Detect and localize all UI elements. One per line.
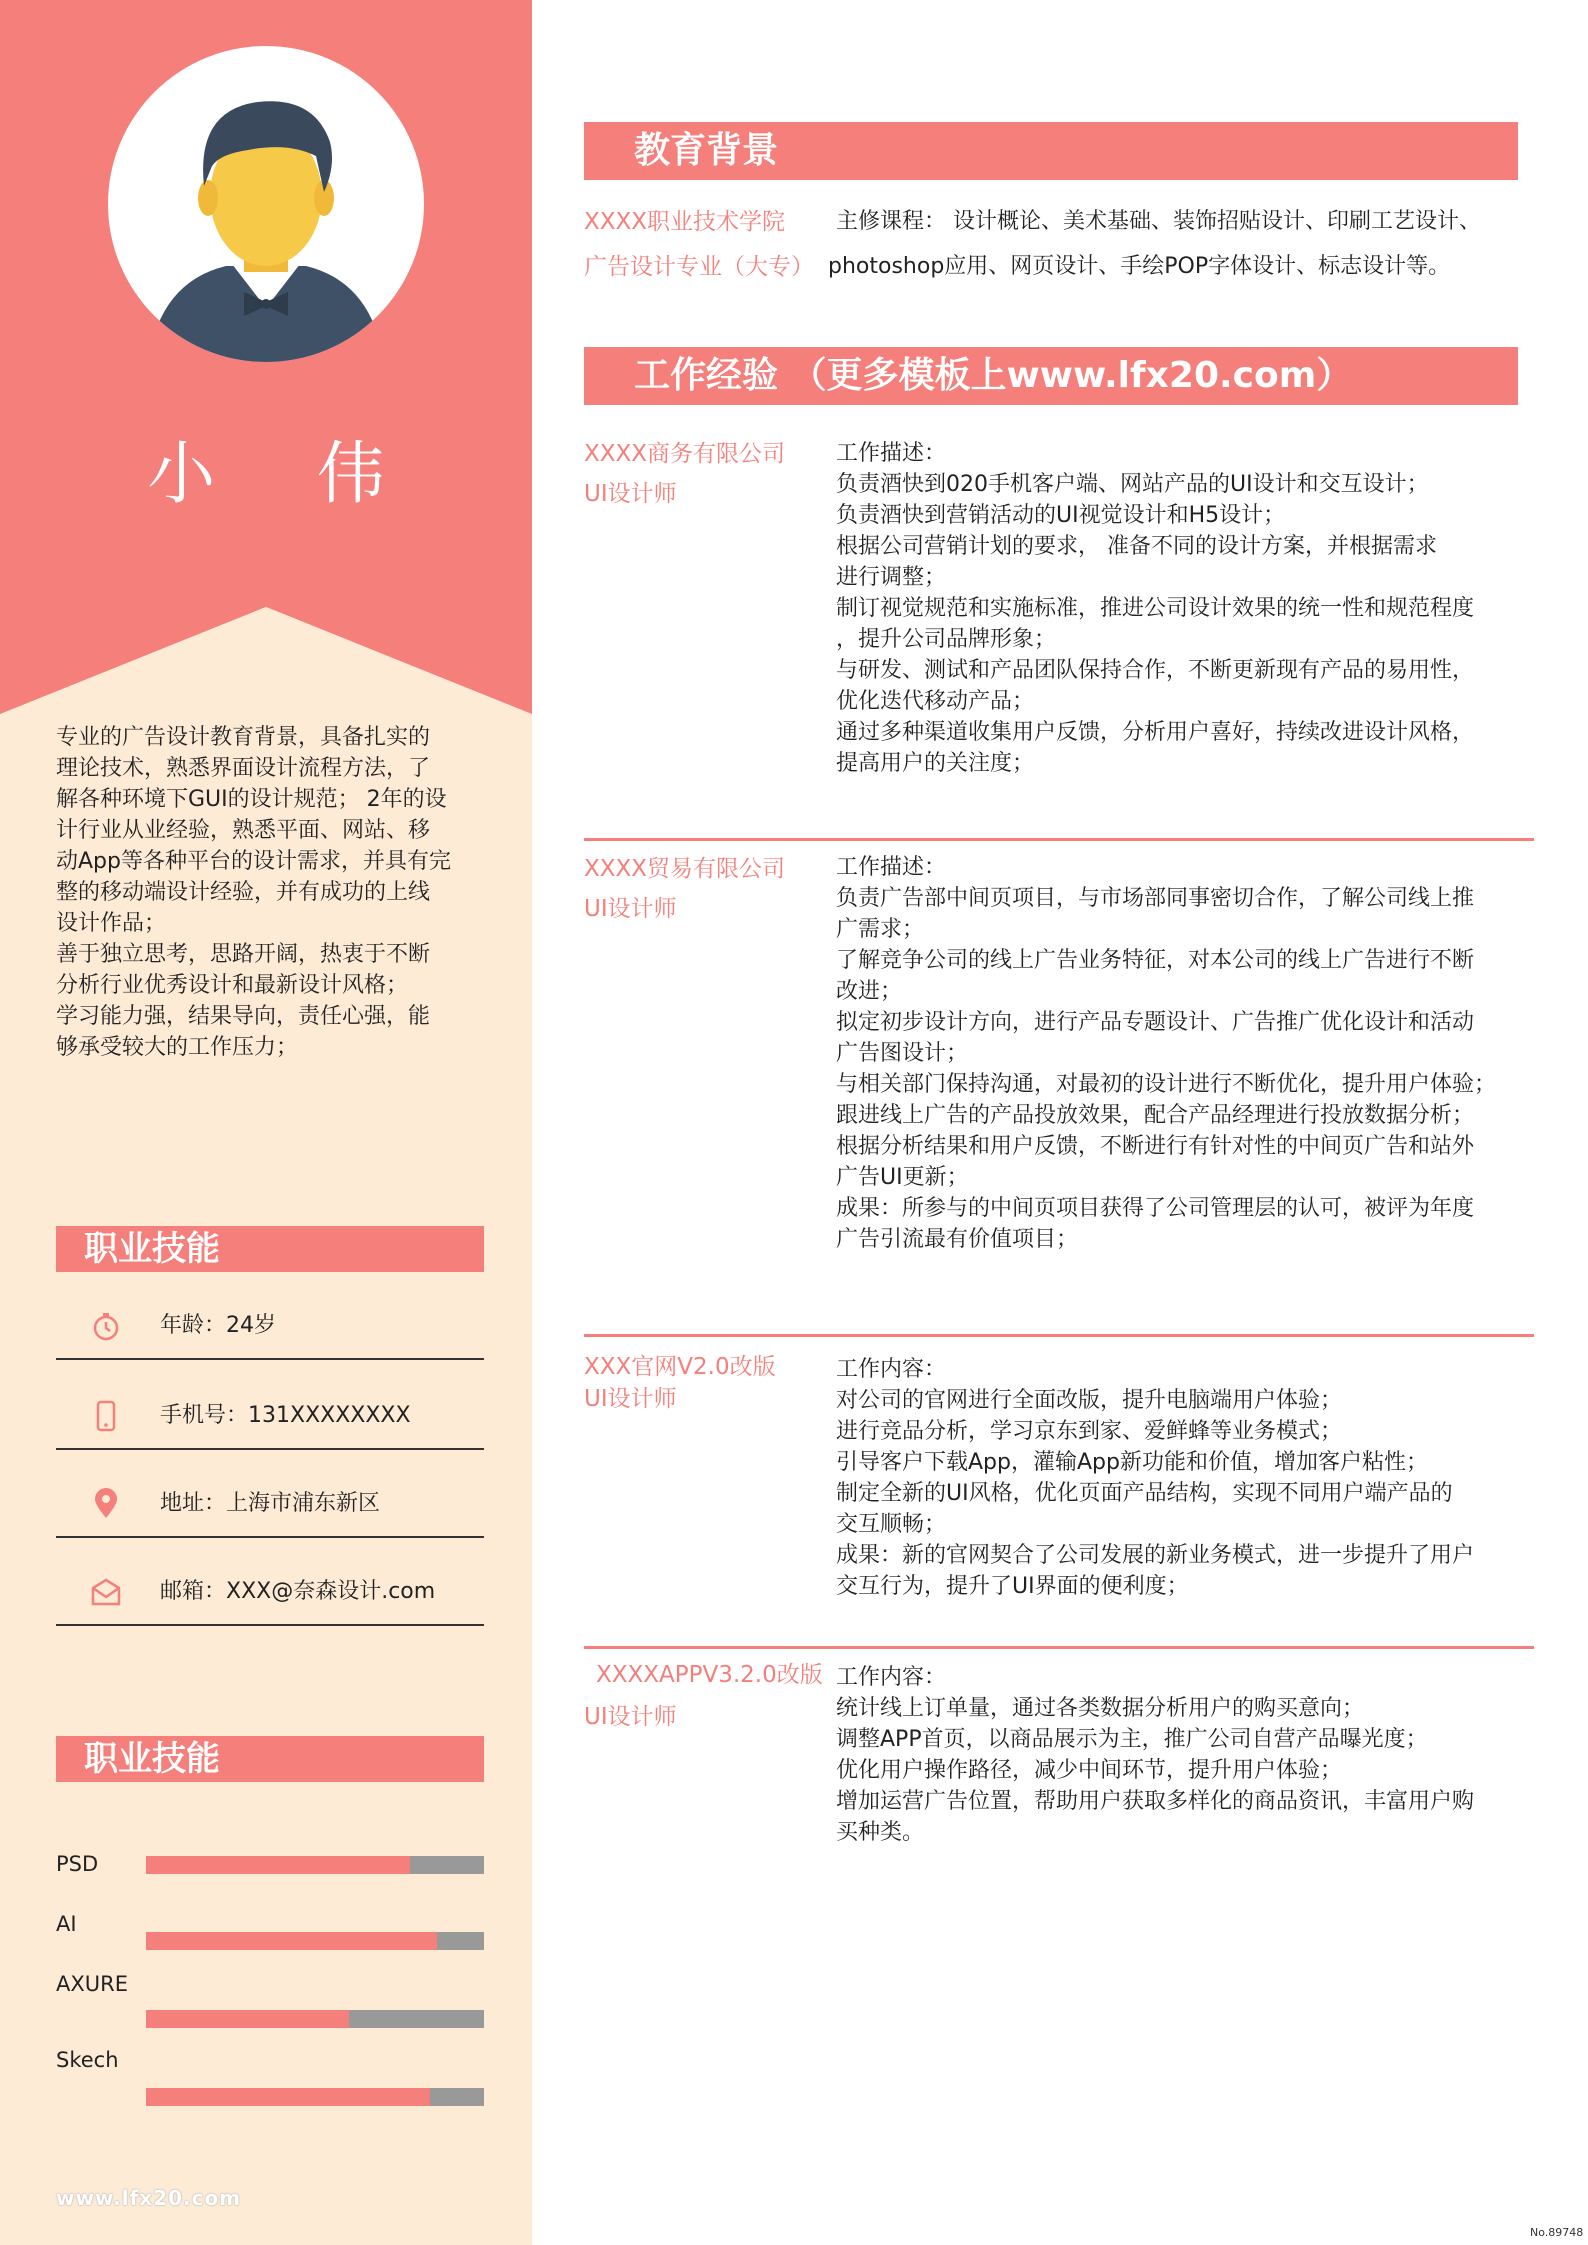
skill-bar-psd (146, 1856, 484, 1874)
job-3-company: XXX官网V2.0改版 (584, 1354, 776, 1380)
skill-label-skech: Skech (56, 2048, 119, 2072)
skill-bar-skech (146, 2088, 484, 2106)
skill-bar-ai (146, 1932, 484, 1950)
profile-summary: 专业的广告设计教育背景，具备扎实的 理论技术，熟悉界面设计流程方法，了 解各种环境下GUI的设计规范； 2年的设 计行业从业经验，熟悉平面、网站、移 动App等各种平台的设计需求，并具有完 整的移动端设计经验，并有成功的上线 设计作品； 善于独立思考，思路开阔，热衷于不断 分析行业优秀设计和最新设计风格； 学习能力强，结果导向，责任心强，能 够承受较大的工作压力； (56, 725, 451, 1060)
work-heading: 工作经验 （更多模板上www.lfx20.com） (584, 347, 1518, 405)
contact-row-address (56, 1472, 484, 1538)
candidate-name: 小 伟 (147, 435, 425, 514)
job-2-role: UI设计师 (584, 896, 677, 922)
job-4-description: 工作内容： 统计线上订单量，通过各类数据分析用户的购买意向； 调整APP首页，以商品展示为主，推广公司自营产品曝光度； 优化用户操作路径，减少中间环节，提升用户体验； 增加运营广告位置，帮助用户获取多样化的商品资讯，丰富用户购 买种类。 (836, 1665, 1475, 1845)
footer-url[interactable]: www.lfx20.com (56, 2186, 242, 2210)
skill-label-psd: PSD (56, 1852, 99, 1876)
contact-row-phone (56, 1384, 484, 1450)
skill-label-ai: AI (56, 1912, 77, 1936)
avatar (108, 46, 424, 362)
email-text: 邮箱：XXX@奈森设计.com (160, 1579, 436, 1604)
skills-heading: 职业技能 (56, 1736, 484, 1782)
skill-bar-axure (146, 2010, 484, 2028)
clock-icon (90, 1310, 122, 1342)
job-2-description: 工作描述： 负责广告部中间页项目，与市场部同事密切合作，了解公司线上推 广需求； 了解竞争公司的线上广告业务特征，对本公司的线上广告进行不断 改进； 拟定初步设计方向，进行产品专题设计、广告推广优化设计和活动 广告图设计； 与相关部门保持沟通，对最初的设计进行不断优化，提升用户体验； 跟进线上广告的产品投放效果，配合产品经理进行投放数据分析； 根据分析结果和用户反馈，不断进行有针对性的中间页广告和站外 广告UI更新； 成果：所参与的中间页项目获得了公司管理层的认可，被评为年度 广告引流最有价值项目； (836, 855, 1497, 1252)
job-divider (584, 838, 1534, 841)
job-1-role: UI设计师 (584, 481, 677, 507)
skill-fill (146, 1856, 410, 1874)
page-number: No.89748 (1530, 2226, 1584, 2239)
phone-icon (90, 1400, 122, 1432)
courses-line-1: 主修课程： 设计概论、美术基础、装饰招贴设计、印刷工艺设计、 (836, 209, 1481, 234)
skill-label-axure: AXURE (56, 1972, 128, 1996)
courses-line-2: photoshop应用、网页设计、手绘POP字体设计、标志设计等。 (828, 254, 1451, 279)
phone-text: 手机号：131XXXXXXXX (160, 1403, 411, 1428)
contact-row-email (56, 1560, 484, 1626)
sidebar (0, 0, 532, 2245)
job-4-company: XXXXAPPV3.2.0改版 (596, 1662, 823, 1688)
contact-heading: 职业技能 (56, 1226, 484, 1272)
age-text: 年龄：24岁 (160, 1313, 276, 1338)
skill-fill (146, 2088, 430, 2106)
job-1-description: 工作描述： 负责酒快到020手机客户端、网站产品的UI设计和交互设计； 负责酒快到营销活动的UI视觉设计和H5设计； 根据公司营销计划的要求， 准备不同的设计方案，并根据需求 进行调整； 制订视觉规范和实施标准，推进公司设计效果的统一性和规范程度 ，提升公司品牌形象； 与研发、测试和产品团队保持合作，不断更新现有产品的易用性， 优化迭代移动产品； 通过多种渠道收集用户反馈，分析用户喜好，持续改进设计风格， 提高用户的关注度； (836, 441, 1475, 776)
job-3-description: 工作内容： 对公司的官网进行全面改版，提升电脑端用户体验； 进行竞品分析，学习京东到家、爱鲜蜂等业务模式； 引导客户下载App，灌输App新功能和价值，增加客户粘性； 制定全新的UI风格，优化页面产品结构，实现不同用户端产品的 交互顺畅； 成果：新的官网契合了公司发展的新业务模式，进一步提升了用户 交互行为，提升了UI界面的便利度； (836, 1357, 1475, 1599)
education-heading: 教育背景 (584, 122, 1518, 180)
job-divider (584, 1334, 1534, 1337)
job-1-company: XXXX商务有限公司 (584, 441, 786, 467)
address-text: 地址：上海市浦东新区 (160, 1491, 381, 1516)
mail-icon (90, 1576, 122, 1608)
contact-row-age (56, 1294, 484, 1360)
location-pin-icon (90, 1488, 122, 1520)
major-name: 广告设计专业（大专） (584, 254, 814, 280)
avatar-person-icon (108, 46, 424, 362)
job-3-role: UI设计师 (584, 1386, 677, 1412)
skill-fill (146, 2010, 349, 2028)
job-2-company: XXXX贸易有限公司 (584, 856, 786, 882)
job-4-role: UI设计师 (584, 1704, 677, 1730)
skill-fill (146, 1932, 437, 1950)
job-divider (584, 1646, 1534, 1649)
school-name: XXXX职业技术学院 (584, 209, 786, 235)
